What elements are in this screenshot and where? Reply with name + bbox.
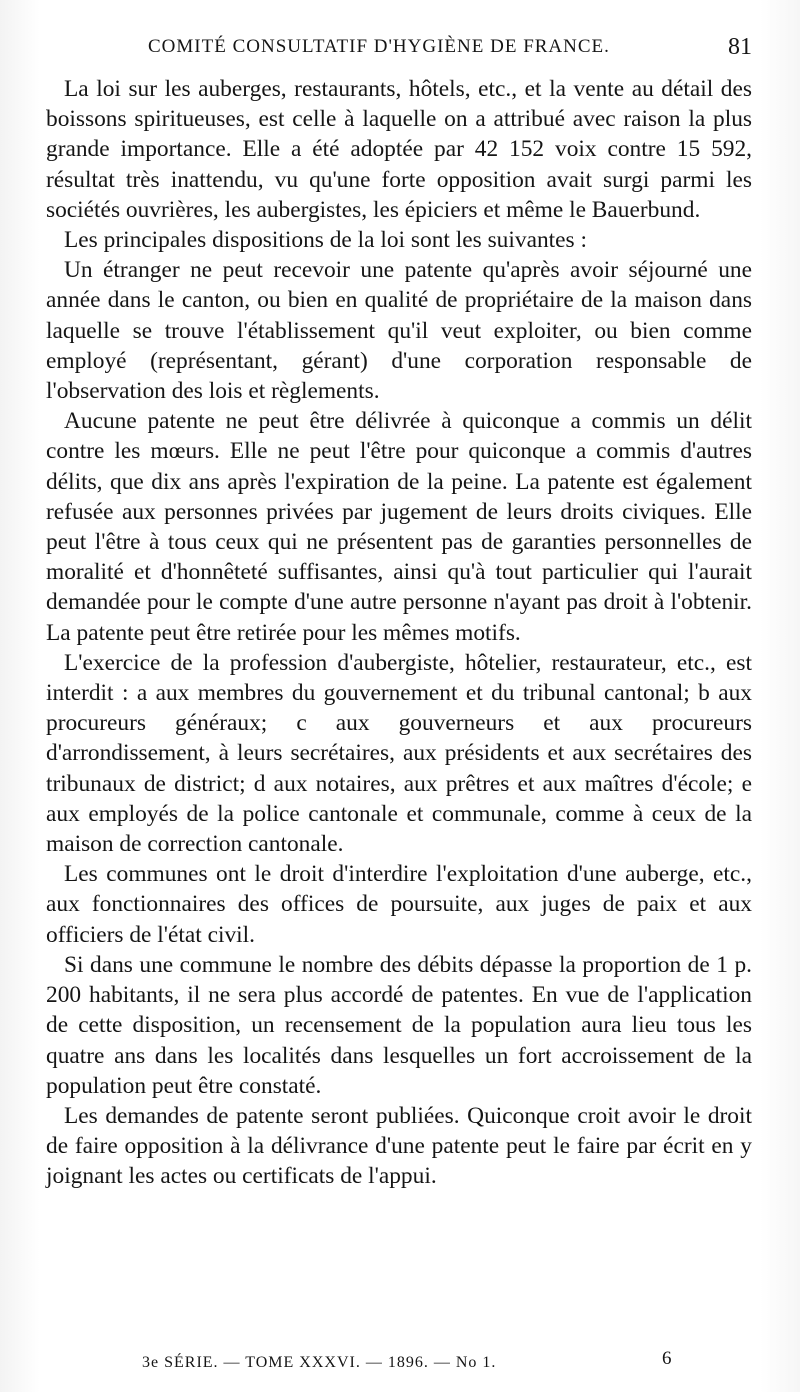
paragraph-proportion-limit: Si dans une commune le nombre des débits dépasse la proportion de 1 p. 200 habitants, il ne sera plus accordé de patentes. En vue de l'application de cette disposition, un recensement de la population aura lieu tous les quatre ans dans les localités dans lesquelles un fort accroissement de la population peut être constaté. [46,951,752,1099]
sheet-number: 6 [662,1348,672,1369]
footer-signature: 3e SÉRIE. — TOME XXXVI. — 1896. — No 1. [142,1354,497,1371]
paragraph-prohibited-professions: L'exercice de la profession d'aubergiste, hôtelier, restaurateur, etc., est interdit : a aux membres du gouvernement et du tribunal cantonal; b aux procureurs généraux; c aux gouverneurs et aux procureurs d'arrondissement, à leurs secrétaires, aux présidents et aux secrétaires des tribunaux de district; d aux notaires, aux prêtres et aux maîtres d'école; e aux employés de la police cantonale et communale, comme à ceux de la maison de correction cantonale. [46,649,752,858]
paragraph-commune-rights: Les communes ont le droit d'interdire l'exploitation d'une auberge, etc., aux fonctionnaires des offices de poursuite, aux juges de paix et aux officiers de l'état civil. [46,861,752,948]
paragraph-foreigners: Un étranger ne peut recevoir une patente qu'après avoir séjourné une année dans le canton, ou bien en qualité de propriétaire de la maison dans laquelle se trouve l'établissement qu'il veut exploiter, ou bien comme employé (représentant, gérant) d'une corporation responsable de l'observation des lois et règlements. [46,257,752,405]
page-number: 81 [728,34,752,60]
paragraph-patent-refusal: Aucune patente ne peut être délivrée à quiconque a commis un délit contre les mœurs. Elle ne peut l'être pour quiconque a commis d'autres délits, que dix ans après l'expiration de la peine. La patente est également refusée aux personnes privées par jugement de leurs droits civiques. Elle peut l'être à tous ceux qui ne présentent pas de garanties personnelles de moralité et d'honnêteté suffisantes, ainsi qu'à tout particulier qui l'aurait demandée pour le compte d'une autre personne n'ayant pas droit à l'obtenir. La patente peut être retirée pour les mêmes motifs. [46,408,752,646]
running-head [148,34,760,64]
body-text [46,74,752,1192]
paragraph-law-adoption: La loi sur les auberges, restaurants, hôtels, etc., et la vente au détail des boissons spiritueuses, est celle à laquelle on a attribué avec raison la plus grande importance. Elle a été adoptée par 42 152 voix contre 15 592, résultat très inattendu, vu qu'une forte opposition avait surgi parmi les sociétés ouvrières, les aubergistes, les épiciers et même le Bauerbund. [46,76,752,223]
paragraph-publication: Les demandes de patente seront publiées. Quiconque croit avoir le droit de faire opposition à la délivrance d'une patente peut le faire par écrit en y joignant les actes ou certificats de l'appui. [46,1102,752,1190]
page-footer [0,1348,800,1382]
paragraph-principal-provisions: Les principales dispositions de la loi sont les suivantes : [64,227,587,254]
running-head-title: COMITÉ CONSULTATIF D'HYGIÈNE DE FRANCE. [148,36,610,57]
